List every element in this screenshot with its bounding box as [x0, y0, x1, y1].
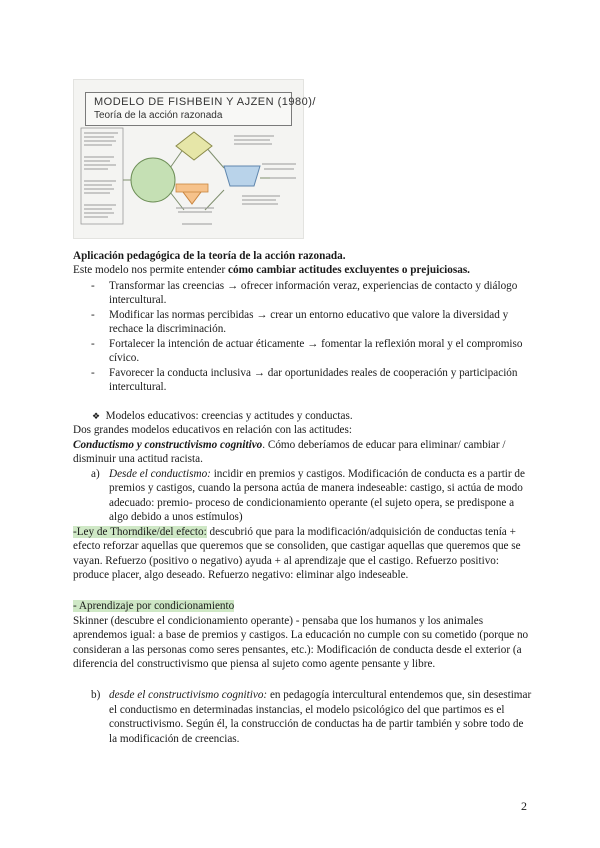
item-b-rest: en pedagogía intercultural entendemos que, sin desestimar: [267, 689, 532, 701]
bullet-2-line2: rechace la discriminación.: [109, 323, 227, 335]
item-b-line2: el conductismo en determinadas instancias, el modelo psicológico del que partimos es el: [109, 704, 505, 716]
models-rest: . Cómo deberíamos de educar para eliminar/ cambiar /: [262, 439, 506, 451]
thorndike-rest: descubrió que para la modificación/adquisición de conductas tenía +: [206, 526, 516, 538]
intro-paragraph: [73, 263, 470, 277]
aprendizaje-line4: diferencia del constructivismo que piensa al sujeto como agente pensante y libre.: [73, 658, 436, 670]
diagram-title: MODELO DE FISHBEIN Y AJZEN (1980)/: [94, 96, 316, 108]
item-a-line2: premios y castigos, cuando la persona actúa de manera indeseable: castigo, si actúa de modo: [109, 482, 523, 494]
aprendizaje-line2: aprendemos igual: a base de premios y castigos. La educación no cumple con su cometido (porque no: [73, 629, 529, 641]
aprendizaje-highlight: - Aprendizaje por condicionamiento: [73, 600, 235, 612]
bullet-dash: -: [91, 367, 95, 379]
thorndike-line2: efecto reforzar aquellas que queremos que se consoliden, que castigar aquellas que queremos que se: [73, 540, 521, 552]
thorndike-line3: vayan. Refuerzo (positivo o negativo) ayuda + al aprendizaje que el castigo. Refuerzo positivo:: [73, 555, 500, 567]
bullet-4-line1: Favorecer la conducta inclusiva → dar oportunidades reales de cooperación y participación: [109, 367, 518, 379]
bullet-4-line2: intercultural.: [109, 381, 167, 393]
thorndike-line1: [73, 525, 516, 539]
page-number: 2: [521, 799, 527, 813]
item-b-line4: la modificación de creencias.: [109, 733, 240, 745]
item-b-line3: constructivismo. Según él, la construcción de conductas ha de partir también y sobre todo de: [109, 718, 524, 730]
item-b-line1: [109, 688, 531, 702]
aprendizaje-heading: [73, 599, 234, 613]
item-a-line1: [109, 467, 525, 481]
aprendizaje-line1: Skinner (descubre el condicionamiento operante) - pensaba que los humanos y los animales: [73, 615, 484, 627]
models-line2: disminuir una actitud racista.: [73, 453, 203, 465]
item-a-rest: incidir en premios y castigos. Modificación de conducta es a partir de: [210, 468, 525, 480]
bullet-dash: -: [91, 309, 95, 321]
section-heading: Aplicación pedagógica de la teoría de la acción razonada.: [73, 250, 346, 262]
thorndike-highlight: -Ley de Thorndike/del efecto:: [73, 526, 207, 538]
models-bold: Conductismo y constructivismo cognitivo: [73, 439, 263, 451]
diagram-subtitle: Teoría de la acción razonada: [94, 110, 223, 121]
bullet-3-line2: cívico.: [109, 352, 140, 364]
fishbein-ajzen-diagram: [73, 79, 316, 239]
bullet-1-line2: intercultural.: [109, 294, 167, 306]
item-a-line4: algo debido a unos estímulos): [109, 511, 243, 523]
models-intro: Dos grandes modelos educativos en relación con las actitudes:: [73, 424, 352, 436]
item-b-italic: desde el constructivismo cognitivo:: [109, 689, 268, 701]
diagram-title-box: [85, 92, 316, 126]
item-a-marker: a): [91, 468, 100, 480]
diamond-item-text: Modelos educativos: creencias y actitudes y conductas.: [105, 410, 353, 422]
item-b-marker: b): [91, 689, 101, 701]
bullet-dash: -: [91, 338, 95, 350]
intro-text: Este modelo nos permite entender: [73, 264, 229, 276]
bullet-2-line1: Modificar las normas percibidas → crear un entorno educativo que valore la diversidad y: [109, 309, 509, 321]
diamond-list-item: [92, 409, 353, 424]
item-a-line3: adecuado: premio- proceso de condicionamiento operante (el sujeto opera, se predispone a: [109, 497, 515, 509]
intro-bold: cómo cambiar actitudes excluyentes o prejuiciosas.: [228, 264, 470, 276]
models-line1: [73, 438, 506, 452]
bullet-1-line1: Transformar las creencias → ofrecer información veraz, experiencias de contacto y diálogo: [109, 280, 518, 292]
bullet-dash: -: [91, 280, 95, 292]
bullet-3-line1: Fortalecer la intención de actuar éticamente → fomentar la reflexión moral y el compromiso: [109, 338, 523, 350]
item-a-italic: Desde el conductismo:: [109, 468, 211, 480]
thorndike-line4: produce placer, algo deseado. Refuerzo negativo: eliminar algo indeseable.: [73, 569, 409, 581]
diamond-bullet-icon: ❖: [92, 412, 101, 422]
aprendizaje-line3: consideran a las personas como seres pensantes, etc.): Modificación de conducta desde el exterior (a: [73, 644, 522, 656]
